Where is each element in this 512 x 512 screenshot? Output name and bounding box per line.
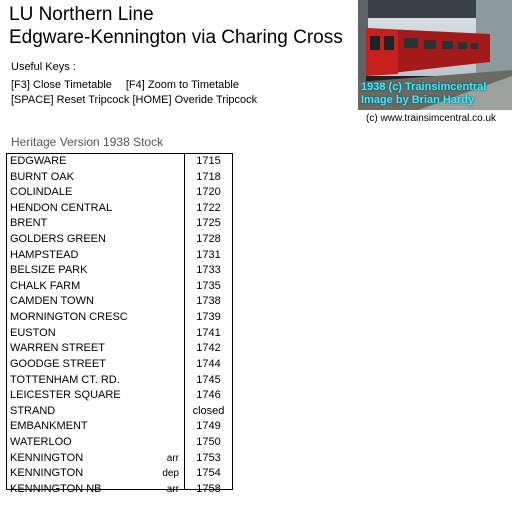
timetable-row [7,419,232,435]
timetable-row [7,388,232,404]
tripcock-keys: [SPACE] Reset Tripcock [HOME] Overide Tripcock [11,94,258,106]
close-timetable-key: [F3] Close Timetable [11,79,112,91]
timetable-row [7,357,232,373]
departure-time: 1742 [196,342,221,355]
route-title: Edgware-Kennington via Charing Cross [9,27,343,48]
timetable-row [7,248,232,264]
departure-time: 1722 [196,201,221,214]
zoom-timetable-key: [F4] Zoom to Timetable [125,79,239,91]
departure-time: 1731 [196,248,221,261]
station-name: MORNINGTON CRESC [10,311,128,324]
station-name: BURNT OAK [10,170,74,183]
departure-time: 1746 [196,389,221,402]
timetable-row [7,435,232,451]
departure-time: closed [192,404,225,417]
station-name: WARREN STREET [10,342,105,355]
departure-time: 1735 [196,279,221,292]
arr-dep-tag: arr [166,483,179,495]
timetable-row [7,482,232,498]
timetable-row [7,170,232,186]
website-credit: (c) www.trainsimcentral.co.uk [366,113,497,124]
departure-time: 1728 [196,233,221,246]
timetable-row [7,216,232,232]
photo-credit-author: Image by Brian Hardy [361,94,475,106]
departure-time: 1741 [196,326,221,339]
station-name: STRAND [10,404,56,417]
timetable [6,153,233,495]
station-name: CAMDEN TOWN [10,295,94,308]
line-title: LU Northern Line [9,4,154,25]
departure-time: 1738 [196,295,221,308]
station-name: GOODGE STREET [10,357,106,370]
station-name: EUSTON [10,326,56,339]
timetable-row [7,373,232,389]
station-name: TOTTENHAM CT. RD. [10,373,120,386]
timetable-row [7,326,232,342]
departure-time: 1745 [196,373,221,386]
arr-dep-tag: arr [166,452,179,464]
departure-time: 1749 [196,420,221,433]
departure-time: 1720 [196,186,221,199]
departure-time: 1739 [196,311,221,324]
departure-time: 1733 [196,264,221,277]
departure-time: 1725 [196,217,221,230]
station-name: HAMPSTEAD [10,248,79,261]
timetable-row [7,154,232,170]
station-name: WATERLOO [10,435,72,448]
timetable-row [7,279,232,295]
timetable-row [7,404,232,420]
departure-time: 1754 [196,467,221,480]
arr-dep-tag: dep [162,468,179,480]
useful-keys-heading: Useful Keys : [11,61,76,73]
timetable-row [7,201,232,217]
station-name: LEICESTER SQUARE [10,389,121,402]
timetable-row [7,451,232,467]
departure-time: 1758 [196,482,221,495]
station-name: GOLDERS GREEN [10,233,106,246]
station-name: BRENT [10,217,48,230]
station-name: HENDON CENTRAL [10,201,113,214]
timetable-row [7,263,232,279]
stock-label: Heritage Version 1938 Stock [11,135,164,149]
station-name: EDGWARE [10,155,67,167]
timetable-row [7,310,232,326]
station-name: EMBANKMENT [10,420,88,433]
departure-time: 1744 [196,357,221,370]
timetable-row [7,294,232,310]
station-name: KENNINGTON [10,451,84,464]
station-name: BELSIZE PARK [10,264,88,277]
station-name: KENNINGTON NB [10,482,102,495]
timetable-row [7,232,232,248]
timetable-row [7,341,232,357]
station-name: CHALK FARM [10,279,81,292]
station-name: KENNINGTON [10,467,84,480]
departure-time: 1715 [196,155,221,167]
keys-line-1 [11,79,239,91]
departure-time: 1750 [196,435,221,448]
timetable-row [7,185,232,201]
photo-credit-1938: 1938 (c) Trainsimcentral [361,81,487,93]
station-name: COLINDALE [10,186,73,199]
departure-time: 1718 [196,170,221,183]
timetable-row [7,466,232,482]
departure-time: 1753 [196,451,221,464]
